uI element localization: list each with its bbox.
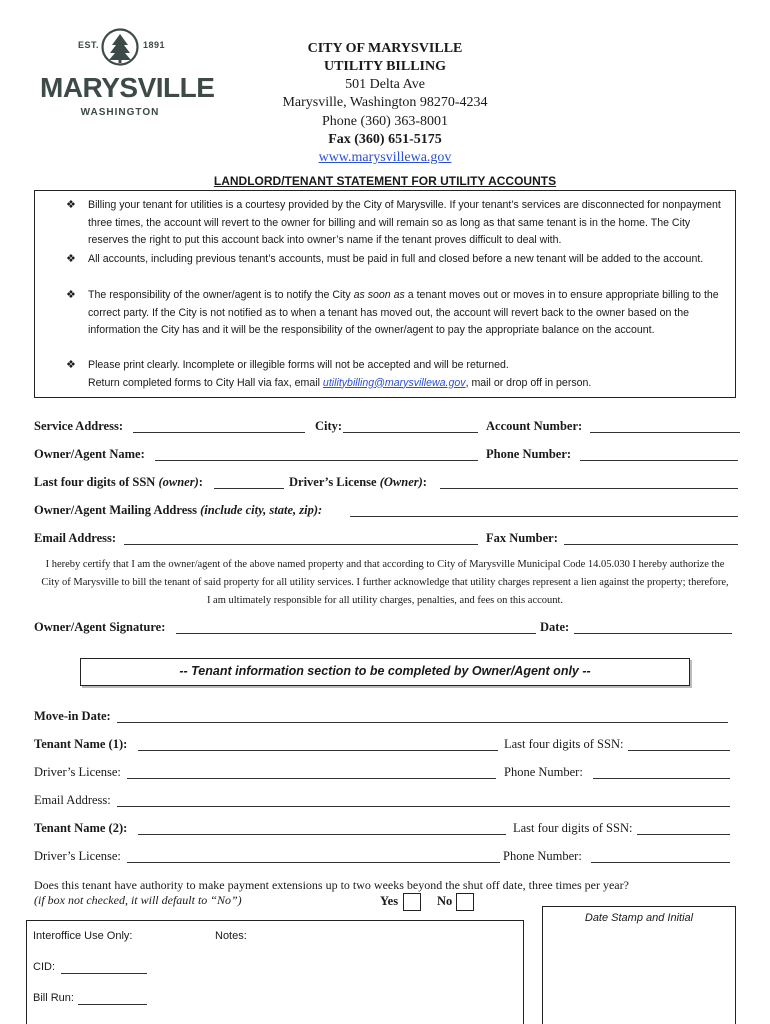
authority-note: (if box not checked, it will default to “No”): [34, 893, 242, 907]
account-number-field[interactable]: [590, 432, 740, 433]
tenant2-name-label: Tenant Name (2):: [34, 821, 128, 835]
bullet-item-print: ❖ Please print clearly. Incomplete or illegible forms will not be accepted and will be returned. Return completed forms to City Hall via fax, email utilitybilling@marysvillewa.gov, mail or drop off in person.: [66, 359, 592, 389]
diamond-bullet-icon: ❖: [66, 253, 76, 265]
yes-label: Yes: [380, 894, 399, 908]
tenant2-name-field[interactable]: [138, 834, 506, 835]
account-number-label: Account Number:: [486, 419, 583, 433]
bullet-item-accounts: ❖ All accounts, including previous tenant’s accounts, must be paid in full and closed before a new tenant will be added to the account.: [66, 251, 726, 269]
certification-text: I hereby certify that I am the owner/agent of the above named property and that according to City of Marysville Municipal Code 14.05.030 I hereby authorize the City of Marysville to bill the tenant of said property for all utility services. I further acknowledge that utility charges represent a lien against the property; therefore, I am ultimately responsible for all utility charges, penalties, and fees on this account.: [41, 559, 729, 606]
owner-license-field[interactable]: [440, 488, 738, 489]
owner-license-label: Driver’s License (Owner):: [289, 475, 427, 489]
mailing-address-field[interactable]: [350, 516, 738, 517]
tree-emblem-icon: [101, 28, 139, 68]
no-checkbox[interactable]: [456, 893, 474, 911]
date-stamp-box: Date Stamp and Initial: [542, 906, 736, 1024]
owner-ssn-field[interactable]: [214, 488, 284, 489]
tenant2-ssn-label: Last four digits of SSN:: [513, 821, 633, 835]
bullet-item-responsibility: ❖ The responsibility of the owner/agent is to notify the City as soon as a tenant moves out or moves in to ensure appropriate billing to the correct party. If the City is not notified as to when a tenant has moved out, the account will revert back to the owner based on the information the City has and it will be the responsibility of the owner/agent to pay the appropriate balance on the account.: [66, 289, 719, 336]
authority-question: Does this tenant have authority to make payment extensions up to two weeks beyond the shut off date, three times per year?: [34, 878, 629, 892]
email-link[interactable]: utilitybilling@marysvillewa.gov: [322, 376, 466, 389]
bullet-item-courtesy: ❖ Billing your tenant for utilities is a courtesy provided by the City of Marysville. If your tenant’s services are disconnected for nonpayment three times, the account will revert to the owner for billing and will remain so as long as that same tenant is in the home. The City reserves the right to put this account back into owner’s name if the tenant proves difficult to deal with.: [66, 199, 721, 246]
move-in-date-field[interactable]: [117, 722, 728, 723]
signature-date-label: Date:: [540, 620, 570, 634]
diamond-bullet-icon: ❖: [66, 199, 76, 211]
owner-name-field[interactable]: [155, 460, 478, 461]
header-dept: UTILITY BILLING: [323, 59, 447, 74]
notes-label: Notes:: [215, 930, 247, 942]
tenant1-license-field[interactable]: [127, 778, 496, 779]
tenant1-name-label: Tenant Name (1):: [34, 737, 128, 751]
owner-email-field[interactable]: [124, 544, 478, 545]
tenant2-phone-label: Phone Number:: [503, 849, 582, 863]
service-address-field[interactable]: [133, 432, 305, 433]
tenant1-ssn-field[interactable]: [628, 750, 730, 751]
cid-field[interactable]: [61, 973, 147, 974]
tenant1-phone-label: Phone Number:: [504, 765, 583, 779]
phone-number-field[interactable]: [580, 460, 738, 461]
move-in-date-label: Move-in Date:: [34, 709, 111, 723]
tenant2-phone-field[interactable]: [591, 862, 730, 863]
owner-ssn-label: Last four digits of SSN (owner):: [34, 475, 203, 489]
owner-name-label: Owner/Agent Name:: [34, 447, 145, 461]
logo-name: MARYSVILLE: [40, 72, 215, 103]
yes-checkbox[interactable]: [403, 893, 421, 911]
marysville-logo: [40, 28, 215, 124]
header-city: CITY OF MARYSVILLE: [307, 41, 463, 56]
mailing-address-label: Owner/Agent Mailing Address (include city, state, zip):: [34, 503, 323, 517]
tenant2-license-label: Driver’s License:: [34, 849, 121, 863]
city-label: City:: [315, 419, 343, 433]
logo-state: WASHINGTON: [80, 107, 160, 118]
signature-field[interactable]: [176, 633, 536, 634]
diamond-bullet-icon: ❖: [66, 289, 76, 301]
bill-run-field[interactable]: [78, 1004, 147, 1005]
tenant1-name-field[interactable]: [138, 750, 498, 751]
service-address-label: Service Address:: [34, 419, 123, 433]
interoffice-title: Interoffice Use Only:: [33, 930, 133, 942]
city-field[interactable]: [343, 432, 478, 433]
header-address1: 501 Delta Ave: [345, 77, 425, 92]
tenant1-phone-field[interactable]: [593, 778, 730, 779]
tenant1-ssn-label: Last four digits of SSN:: [504, 737, 624, 751]
header-fax: Fax (360) 651-5175: [328, 132, 442, 147]
cid-label: CID:: [33, 961, 55, 973]
interoffice-box: [26, 920, 524, 1024]
owner-email-label: Email Address:: [34, 531, 117, 545]
phone-number-label: Phone Number:: [486, 447, 572, 461]
header-address2: Marysville, Washington 98270-4234: [282, 95, 488, 110]
logo-year: 1891: [143, 40, 166, 50]
no-label: No: [437, 894, 453, 908]
bill-run-label: Bill Run:: [33, 992, 74, 1004]
tenant2-ssn-field[interactable]: [637, 834, 730, 835]
tenant2-license-field[interactable]: [127, 862, 500, 863]
diamond-bullet-icon: ❖: [66, 359, 76, 371]
logo-est: EST.: [78, 40, 100, 50]
form-title: LANDLORD/TENANT STATEMENT FOR UTILITY ACCOUNTS: [213, 174, 557, 188]
website-link[interactable]: www.marysvillewa.gov: [318, 150, 452, 165]
tenant-section-banner: -- Tenant information section to be completed by Owner/Agent only --: [80, 658, 690, 686]
signature-label: Owner/Agent Signature:: [34, 620, 166, 634]
fax-number-field[interactable]: [564, 544, 738, 545]
signature-date-field[interactable]: [574, 633, 732, 634]
tenant1-license-label: Driver’s License:: [34, 765, 121, 779]
fax-number-label: Fax Number:: [486, 531, 558, 545]
header-phone: Phone (360) 363-8001: [322, 114, 448, 129]
tenant1-email-field[interactable]: [117, 806, 730, 807]
tenant1-email-label: Email Address:: [34, 793, 111, 807]
